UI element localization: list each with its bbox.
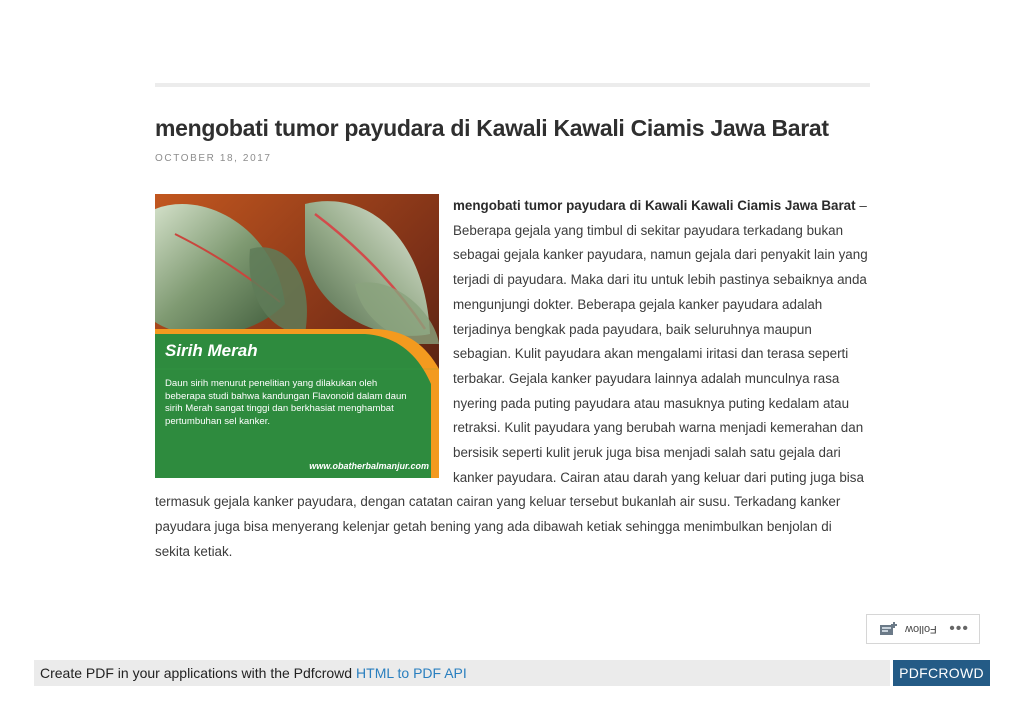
- follow-button[interactable]: [866, 614, 980, 644]
- header-divider: [155, 83, 870, 87]
- pdfcrowd-brand[interactable]: PDFCROWD: [893, 660, 990, 686]
- leaf-illustration: [155, 194, 439, 478]
- footer-api-link[interactable]: HTML to PDF API: [356, 665, 467, 681]
- sirih-merah-image: [155, 194, 439, 478]
- more-options-icon[interactable]: •••: [949, 620, 969, 637]
- post-title[interactable]: mengobati tumor payudara di Kawali Kawali Ciamis Jawa Barat: [155, 115, 829, 141]
- footer-text: Create PDF in your applications with the Pdfcrowd: [40, 665, 353, 681]
- image-description: Daun sirih menurut penelitian yang dilakukan oleh beberapa studi bahwa kandungan Flavonoid dalam daun sirih Merah sangat tinggi dan berkhasiat menghambat pertumbuhan sel kanker.: [165, 378, 407, 427]
- image-heading: Sirih Merah: [165, 341, 258, 360]
- follow-plus-icon: [879, 621, 899, 637]
- post-content: [155, 194, 870, 565]
- post-body: – Beberapa gejala yang timbul di sekitar payudara terkadang bukan sebagai gejala kanker payudara, namun gejala dari penyakit lain yang terjadi di payudara. Maka dari itu untuk lebih pastinya sebaiknya anda mengunjungi dokter. Beberapa gejala kanker payudara adalah terjadinya bengkak pada payudara, baik seluruhnya maupun sebagian. Kulit payudara akan mengalami iritasi dan terasa seperti terbakar. Gejala kanker payudara lainnya adalah munculnya rasa nyering pada puting payudara atau masuknya puting kedalam atau retraksi. Kulit payudara yang berubah warna menjadi kemerahan dan bersisik seperti kulit jeruk juga bisa menjadi salah satu gejala dari kanker payudara. Cairan atau darah yang keluar dari puting juga bisa termasuk gejala kanker payudara, dengan catatan cairan yang keluar tersebut bukanlah air susu. Terkadang kanker payudara juga bisa menyerang kelenjar getah bening yang ada dibawah ketiak sehingga menimbulkan benjolan di sekita ketiak.: [155, 198, 868, 559]
- follow-label: Follow: [905, 623, 937, 635]
- post-date[interactable]: OCTOBER 18, 2017: [155, 153, 272, 164]
- pdfcrowd-footer: [34, 660, 890, 686]
- image-watermark-url: www.obatherbalmanjur.com: [309, 461, 429, 471]
- post-intro: mengobati tumor payudara di Kawali Kawali Ciamis Jawa Barat: [453, 198, 856, 213]
